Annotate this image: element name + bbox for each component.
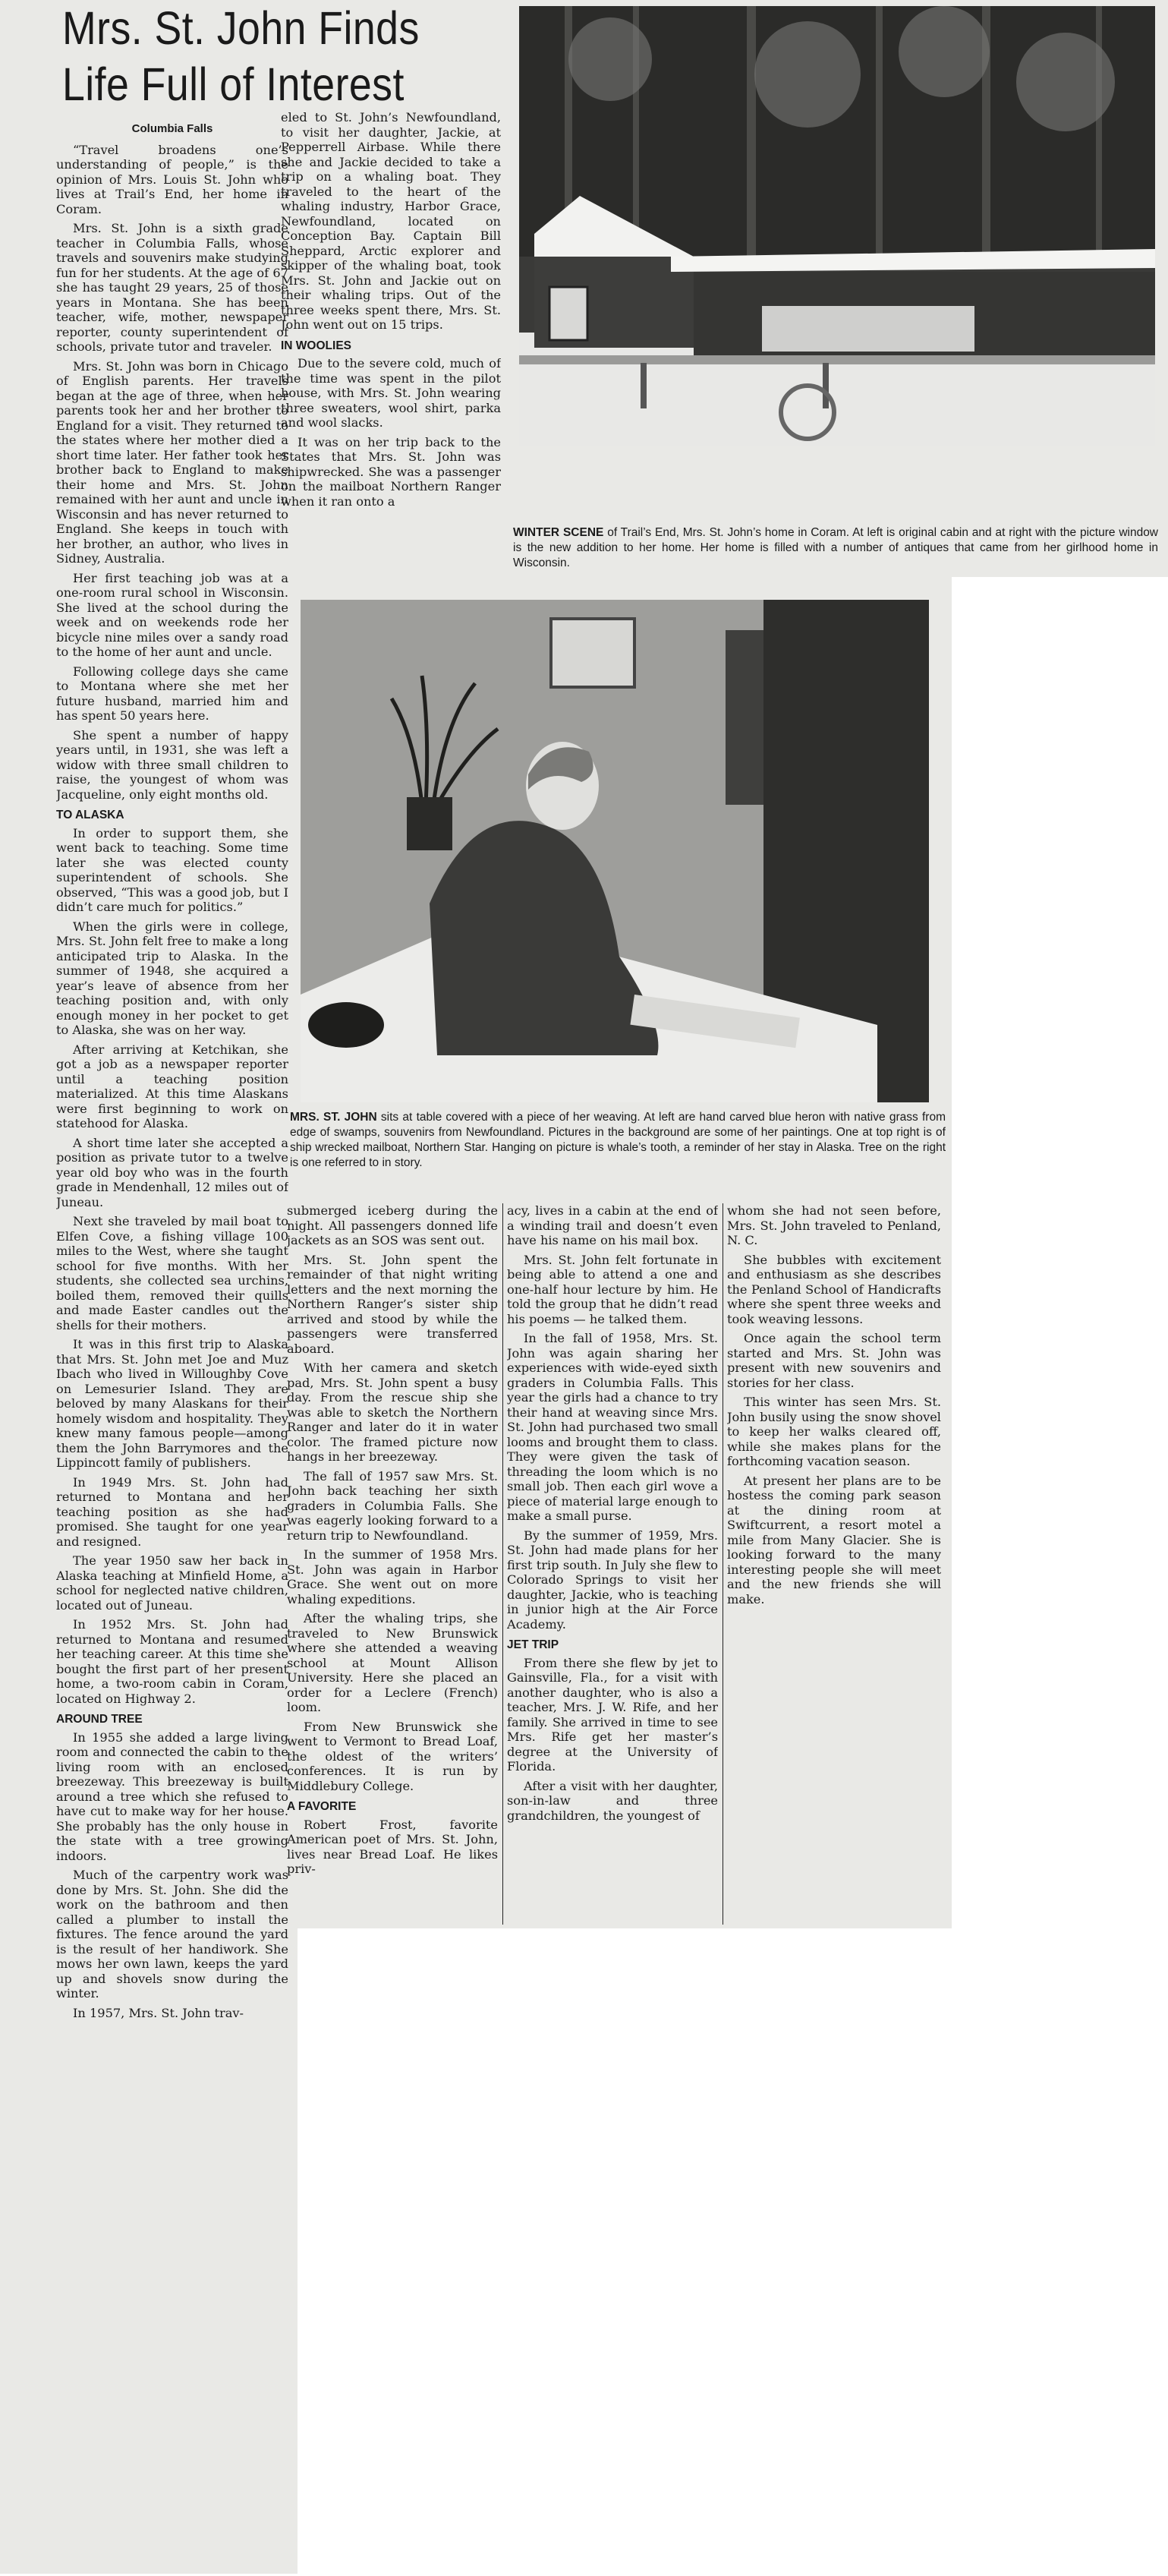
winter-scene-photo	[519, 6, 1155, 446]
paragraph: Once again the school term started and Mrs. St. John was present with new souvenirs and stories for her class.	[727, 1331, 941, 1390]
paragraph: With her camera and sketch pad, Mrs. St. John spent a busy day. From the rescue ship she was able to sketch the Northern Ranger and later do it in water color. The framed picture now hangs in her breezeway.	[287, 1361, 498, 1464]
paragraph: Her first teaching job was at a one-room rural school in Wisconsin. She lived at the school during the week and on weekends rode her bicycle nine miles over a sandy road to the home of her aunt and uncle.	[56, 570, 288, 659]
mrs-st-john-photo	[301, 600, 929, 1102]
paragraph: A short time later she accepted a position as private tutor to a twelve year old boy who was in the fourth grade in Mendenhall, 12 miles out of Juneau.	[56, 1135, 288, 1209]
article-column-5	[727, 1203, 941, 1925]
caption-lead: MRS. ST. JOHN	[290, 1111, 377, 1124]
paragraph: Mrs. St. John felt fortunate in being able to attend a one and one-half hour lecture by him. He told the group that he didn’t read his poems — he talked them.	[507, 1252, 718, 1326]
paragraph: Mrs. St. John is a sixth grade teacher in Columbia Falls, whose travels and souvenirs make studying fun for her students. At the age of 67 she has taught 29 years, 25 of those years in Montana. She has been teacher, wife, mother, newspaper reporter, county superintendent of schools, private tutor and traveler.	[56, 221, 288, 354]
paragraph: acy, lives in a cabin at the end of a winding trail and doesn’t even have his name on his mail box.	[507, 1203, 718, 1247]
paragraph: She bubbles with excitement and enthusiasm as she describes the Penland School of Handicrafts where she spent three weeks and took weaving lessons.	[727, 1252, 941, 1326]
dateline: Columbia Falls	[131, 122, 213, 135]
paragraph: In the summer of 1958 Mrs. St. John was again in Harbor Grace. She went out on more whaling expeditions.	[287, 1547, 498, 1606]
subhead-in-woolies: IN WOOLIES	[281, 339, 351, 352]
subhead-to-alaska: TO ALASKA	[56, 809, 124, 821]
paragraph: This winter has seen Mrs. St. John busily using the snow shovel to keep her walks cleared off, while she makes plans for the forthcoming vacation season.	[727, 1395, 941, 1468]
winter-scene-caption	[513, 525, 1158, 571]
paragraph: After arriving at Ketchikan, she got a job as a newspaper reporter until a teaching position materialized. At this time Alaskans were first beginning to work on statehood for Alaska.	[56, 1042, 288, 1130]
caption-lead: WINTER SCENE	[513, 526, 604, 539]
article-column-3	[287, 1203, 498, 1925]
paragraph: Robert Frost, favorite American poet of Mrs. St. John, lives near Bread Loaf. He likes priv-	[287, 1817, 498, 1876]
paragraph: eled to St. John’s Newfoundland, to visit her daughter, Jackie, at Pepperrell Airbase. While there she and Jackie decided to take a trip on a whaling boat. They traveled to the heart of the whaling industry, Harbor Grace, Newfoundland, located on Conception Bay. Captain Bill Sheppard, Arctic explorer and skipper of the whaling boat, took Mrs. St. John and Jackie out on their whaling trips. Out of the three weeks spent there, Mrs. St. John went out on 15 trips.	[281, 110, 501, 332]
paragraph: Next she traveled by mail boat to Elfen Cove, a fishing village 100 miles to the West, where she taught school for five months. With her students, she collected sea urchins, boiled them, removed their quills and made Easter candles out the shells for their mothers.	[56, 1214, 288, 1332]
paragraph: In order to support them, she went back to teaching. Some time later she was elected county superintendent of schools. She observed, “This was a good job, but I didn’t care much for politics.”	[56, 825, 288, 914]
winter-scene-illustration	[519, 6, 1155, 446]
article-column-1	[56, 121, 288, 2574]
article-column-4	[507, 1203, 718, 1925]
paragraph: In 1952 Mrs. St. John had returned to Montana and resumed her teaching career. At this time she bought the first part of her present home, a two-room cabin in Coram, located on Highway 2.	[56, 1617, 288, 1706]
paragraph: Due to the severe cold, much of the time was spent in the pilot house, with Mrs. St. John wearing three sweaters, wool shirt, parka and wool slacks.	[281, 356, 501, 430]
paragraph: After a visit with her daughter, son-in-law and three grandchildren, the youngest of	[507, 1778, 718, 1823]
mrs-st-john-illustration	[301, 600, 929, 1102]
paragraph: From there she flew by jet to Gainsville, Fla., for a visit with another daughter, who is also a teacher, Mrs. J. W. Rife, and her family. She arrived in time to see Mrs. Rife get her master’s degree at the University of Florida.	[507, 1655, 718, 1774]
paragraph: When the girls were in college, Mrs. St. John felt free to make a long anticipated trip to Alaska. In the summer of 1948, she acquired a year’s leave of absence from her teaching position and, with only enough money in her pocket to get to Alaska, she was on her way.	[56, 919, 288, 1037]
article-column-2	[281, 110, 501, 566]
paragraph: By the summer of 1959, Mrs. St. John had made plans for her first trip south. In July she flew to Colorado Springs to visit her daughter, Jackie, who is teaching in junior high at the Air Force Academy.	[507, 1528, 718, 1632]
column-rule	[502, 1203, 503, 1925]
caption-text: sits at table covered with a piece of her weaving. At left are hand carved blue heron with native grass from edge of swamps, souvenirs from Newfoundland. Pictures in the background are some of her paintings. One at top right is of ship wrecked mailboat, Northern Star. Hanging on picture is whale’s tooth, a reminder of her stay in Alaska. Tree on the right is one referred to in story.	[290, 1111, 946, 1169]
paragraph: The year 1950 saw her back in Alaska teaching at Minfield Home, a school for neglected native children, located out of Juneau.	[56, 1553, 288, 1613]
paragraph: Much of the carpentry work was done by Mrs. St. John. She did the work on the bathroom and then called a plumber to install the fixtures. The fence around the yard is the result of her handiwork. She mows her own lawn, keeps the yard up and shovels snow during the winter.	[56, 1868, 288, 2001]
paragraph: At present her plans are to be hostess the coming park season at the dining room at Swiftcurrent, a resort motel a mile from Many Glacier. She is looking forward to the many interesting people she will meet and the new friends she will make.	[727, 1473, 941, 1606]
paragraph: In 1957, Mrs. St. John trav-	[73, 2005, 244, 2020]
paragraph: She spent a number of happy years until, in 1931, she was left a widow with three small children to raise, the youngest of whom was Jacqueline, only eight months old.	[56, 727, 288, 802]
subhead-a-favorite: A FAVORITE	[287, 1800, 357, 1813]
paragraph: Mrs. St. John spent the remainder of that night writing letters and the next morning the Northern Ranger’s sister ship arrived and stood by while the passengers were transferred aboard.	[287, 1252, 498, 1356]
paragraph: The fall of 1957 saw Mrs. St. John back teaching her sixth graders in Columbia Falls. She was eagerly looking forward to a return trip to Newfoundland.	[287, 1468, 498, 1543]
subhead-around-tree: AROUND TREE	[56, 1713, 143, 1726]
paragraph: In 1949 Mrs. St. John had returned to Montana and her teaching position as she had promised. She taught for one year and resigned.	[56, 1474, 288, 1549]
paragraph: It was on her trip back to the States that Mrs. St. John was shipwrecked. She was a passenger on the mailboat Northern Ranger when it ran onto a	[281, 434, 501, 509]
mrs-st-john-caption	[290, 1110, 946, 1171]
paragraph: From New Brunswick she went to Vermont to Bread Loaf, the oldest of the writers’ conferences. It is run by Middlebury College.	[287, 1719, 498, 1793]
paragraph: submerged iceberg during the night. All passengers donned life jackets as an SOS was sent out.	[287, 1203, 498, 1247]
paragraph: It was in this first trip to Alaska that Mrs. St. John met Joe and Muz Ibach who lived in Willoughby Cove on Lemesurier Island. They are beloved by many Alaskans for their homely wisdom and hospitality. They knew many famous people—among them the John Barrymores and the Lippincott family of publishers.	[56, 1337, 288, 1470]
paragraph: After the whaling trips, she traveled to New Brunswick where she attended a weaving school at Mount Allison University. Here she placed an order for a Leclere (French) loom.	[287, 1611, 498, 1714]
paragraph: Mrs. St. John was born in Chicago of English parents. Her travels began at the age of three, when her parents took her and her brother to England for a visit. They returned to the states where her mother died a short time later. Her father took her brother back to England to make their home and Mrs. St. John remained with her aunt and uncle in Wisconsin and has never returned to England. She keeps in touch with her brother, an author, who lives in Sidney, Australia.	[56, 358, 288, 566]
paragraph: In the fall of 1958, Mrs. St. John was again sharing her experiences with wide-eyed sixth graders in Columbia Falls. This year the girls had a chance to try their hand at weaving since Mrs. St. John had purchased two small looms and brought them to class. They were given the task of threading the loom which is no small job. Then each girl wove a piece of material large enough to make a small purse.	[507, 1331, 718, 1523]
paragraph: whom she had not seen before, Mrs. St. John traveled to Penland, N. C.	[727, 1203, 941, 1247]
caption-text: of Trail’s End, Mrs. St. John’s home in Coram. At left is original cabin and at right with the picture window is the new addition to her home. Her home is filled with a number of antiques that came from her girlhood home in Wisconsin.	[513, 526, 1159, 569]
paragraph: Following college days she came to Montana where she met her future husband, married him and has spent 50 years here.	[56, 664, 288, 723]
headline: Mrs. St. John Finds Life Full of Interest	[62, 2, 420, 110]
paragraph: “Travel broadens one’s understanding of people,” is the opinion of Mrs. Louis St. John who lives at Trail’s End, her home in Coram.	[56, 142, 288, 216]
paragraph: In 1955 she added a large living room and connected the cabin to the living room with an enclosed breezeway. This breezeway is built around a tree which she refused to have cut to make way for her house. She probably has the only house in the state with a tree growing indoors.	[56, 1729, 288, 1863]
subhead-jet-trip: JET TRIP	[507, 1638, 559, 1651]
